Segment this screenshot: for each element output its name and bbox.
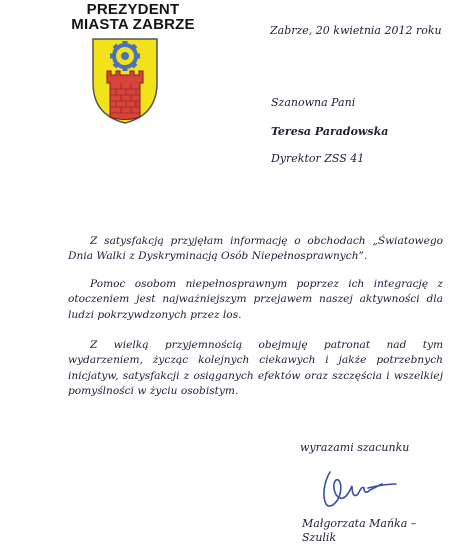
header-title-line2: MIASTA ZABRZE xyxy=(71,16,195,33)
letter-date: Zabrze, 20 kwietnia 2012 roku xyxy=(270,24,442,37)
salutation: Szanowna Pani xyxy=(271,96,356,109)
closing-phrase: wyrazami szacunku xyxy=(300,441,410,454)
paragraph-2: Pomoc osobom niepełnosprawnym poprzez ich integrację z otoczeniem jest najważniejszym przejawem naszej aktywności dla ludzi pokrzywdzonych przez los. xyxy=(68,277,443,321)
handwritten-signature-icon xyxy=(310,462,400,517)
header-title-line1: PREZYDENT xyxy=(86,1,180,18)
recipient-name: Teresa Paradowska xyxy=(271,125,389,138)
paragraph-1: Z satysfakcją przyjęłam informację o obchodach „Światowego Dnia Walki z Dyskryminacją Osób Niepełnosprawnych”. xyxy=(68,234,443,263)
signer-name: Małgorzata Mańka – Szulik xyxy=(302,517,417,544)
recipient-title: Dyrektor ZSS 41 xyxy=(271,152,365,165)
city-crest-icon xyxy=(91,37,159,125)
paragraph-3: Z wielką przyjemnością obejmuję patronat nad tym wydarzeniem, życząc kolejnych ciekawych i jakże potrzebnych inicjatyw, satysfakcji z osiąganych efektów oraz szczęścia i wszelkiej pomyślności w życiu osobistym. xyxy=(68,338,443,398)
